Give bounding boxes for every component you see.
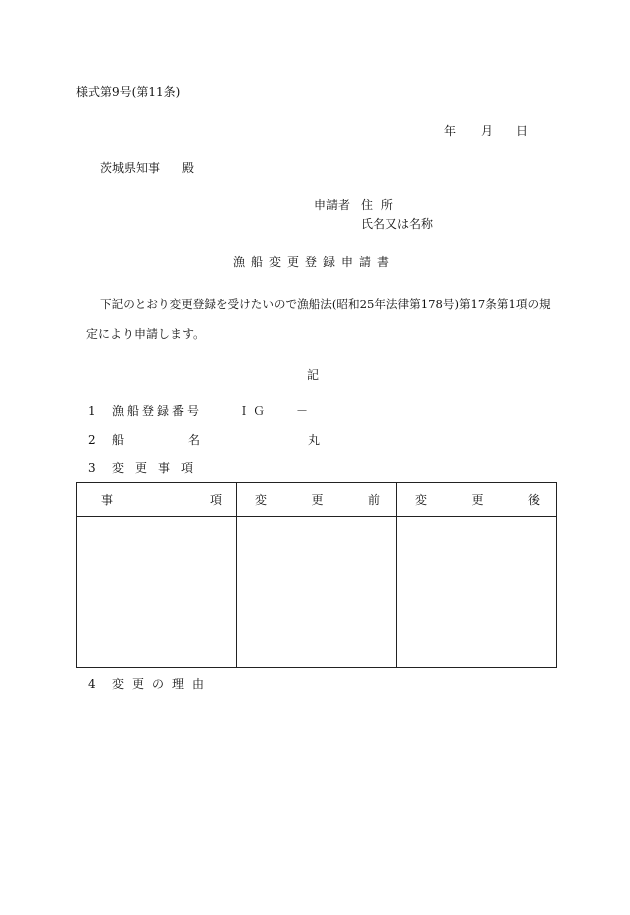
- item-4-label: 変更の理由: [112, 677, 213, 691]
- header-after-change: [397, 483, 557, 517]
- applicant-address-label: 住 所: [361, 198, 393, 212]
- item-2-number: 2: [88, 433, 96, 447]
- item-1-label: 漁船登録番号: [112, 404, 203, 418]
- cell-before-change[interactable]: [237, 517, 397, 668]
- item-3-label: 変更事項: [112, 461, 205, 475]
- header-before-char-1: 変: [255, 493, 268, 507]
- applicant-label: 申請者: [314, 198, 351, 212]
- form-number: 様式第9号(第11条): [76, 85, 181, 99]
- body-text-line2: 定により申請します。: [86, 327, 206, 341]
- item-4-number: 4: [88, 677, 96, 691]
- item-2-label-second: 名: [188, 433, 201, 447]
- cell-after-change[interactable]: [397, 517, 557, 668]
- date-day-label: 日: [516, 124, 529, 138]
- addressee-honorific: 殿: [182, 161, 195, 175]
- item-1-number: 1: [88, 404, 96, 418]
- date-year-label: 年: [444, 124, 457, 138]
- header-before-char-3: 前: [367, 493, 380, 507]
- header-item-char-2: 項: [209, 493, 222, 507]
- header-item: [77, 483, 237, 517]
- header-item-char-1: 事: [101, 493, 114, 507]
- table-row: [77, 517, 557, 668]
- applicant-name-label: 氏名又は名称: [361, 217, 434, 231]
- document-title: 漁船変更登録申請書: [233, 255, 396, 269]
- item-1-value: ＩＧ: [238, 404, 269, 418]
- header-after-char-2: 更: [471, 493, 484, 507]
- item-3-number: 3: [88, 461, 96, 475]
- item-1-dash: －: [296, 404, 309, 418]
- item-2-value: 丸: [308, 433, 321, 447]
- addressee-title: 茨城県知事: [100, 161, 161, 175]
- header-after-char-1: 変: [415, 493, 428, 507]
- note-heading: 記: [307, 368, 320, 382]
- cell-item[interactable]: [77, 517, 237, 668]
- change-table: [76, 482, 557, 668]
- body-text-line1: 下記のとおり変更登録を受けたいので漁船法(昭和25年法律第178号)第17条第1項の規: [100, 297, 551, 311]
- item-2-label-first: 船: [112, 433, 125, 447]
- header-before-change: [237, 483, 397, 517]
- header-before-char-2: 更: [311, 493, 324, 507]
- header-after-char-3: 後: [527, 493, 540, 507]
- date-month-label: 月: [481, 124, 494, 138]
- change-table-header-row: [77, 483, 557, 517]
